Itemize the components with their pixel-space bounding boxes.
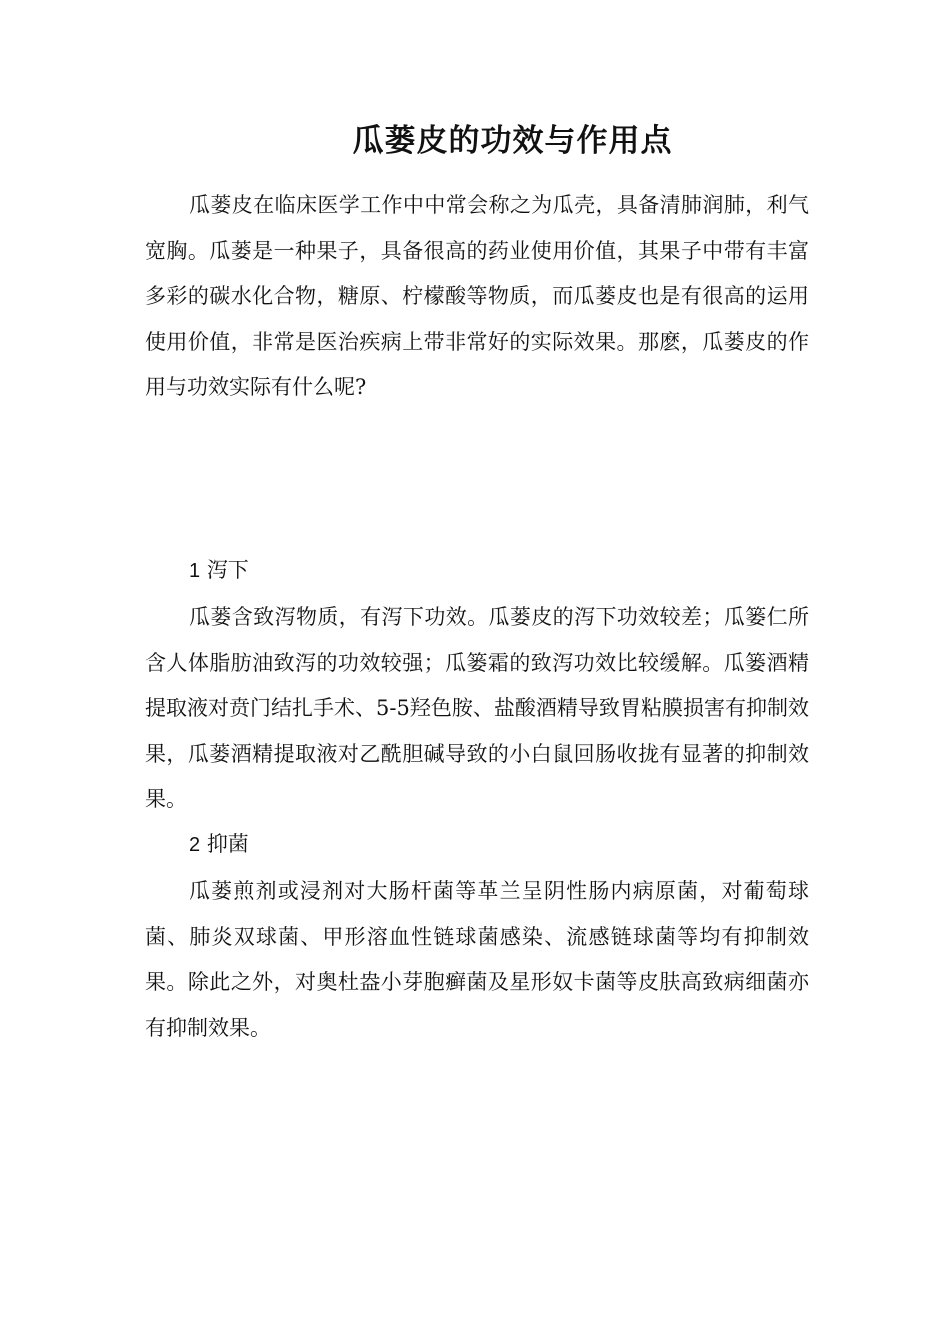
section-heading-1 <box>145 548 809 594</box>
section-number: 1 <box>189 560 201 582</box>
section-body-2: 瓜蒌煎剂或浸剂对大肠杆菌等革兰呈阴性肠内病原菌，对葡萄球菌、肺炎双球菌、甲形溶血性链球菌感染、流感链球菌等均有抑制效果。除此之外，对奥杜盎小芽胞癣菌及星形奴卡菌等皮肤高致病细菌亦有抑制效果。 <box>145 879 809 1040</box>
section-heading-2 <box>145 822 809 868</box>
section-body-1: 瓜蒌含致泻物质，有泻下功效。瓜蒌皮的泻下功效较差；瓜篓仁所含人体脂肪油致泻的功效较强；瓜篓霜的致泻功效比较缓解。瓜篓酒精提取液对贲门结扎手术、5-5羟色胺、盐酸酒精导致胃粘膜损害有抑制效果，瓜蒌酒精提取液对乙酰胆碱导致的小白鼠回肠收拢有显著的抑制效果。 <box>145 605 809 811</box>
document-title: 瓜蒌皮的功效与作用点 <box>352 123 673 159</box>
section-number: 2 <box>189 834 201 856</box>
section-heading-text: 抑菌 <box>206 832 249 856</box>
intro-paragraph: 瓜蒌皮在临床医学工作中中常会称之为瓜壳，具备清肺润肺，利气宽胸。瓜蒌是一种果子，具备很高的药业使用价值，其果子中带有丰富多彩的碳水化合物，糖原、柠檬酸等物质，而瓜蒌皮也是有很高的运用使用价值，非常是医治疾病上带非常好的实际效果。那麽，瓜蒌皮的作用与功效实际有什么呢? <box>145 193 809 399</box>
section-heading-text: 泻下 <box>206 558 249 582</box>
